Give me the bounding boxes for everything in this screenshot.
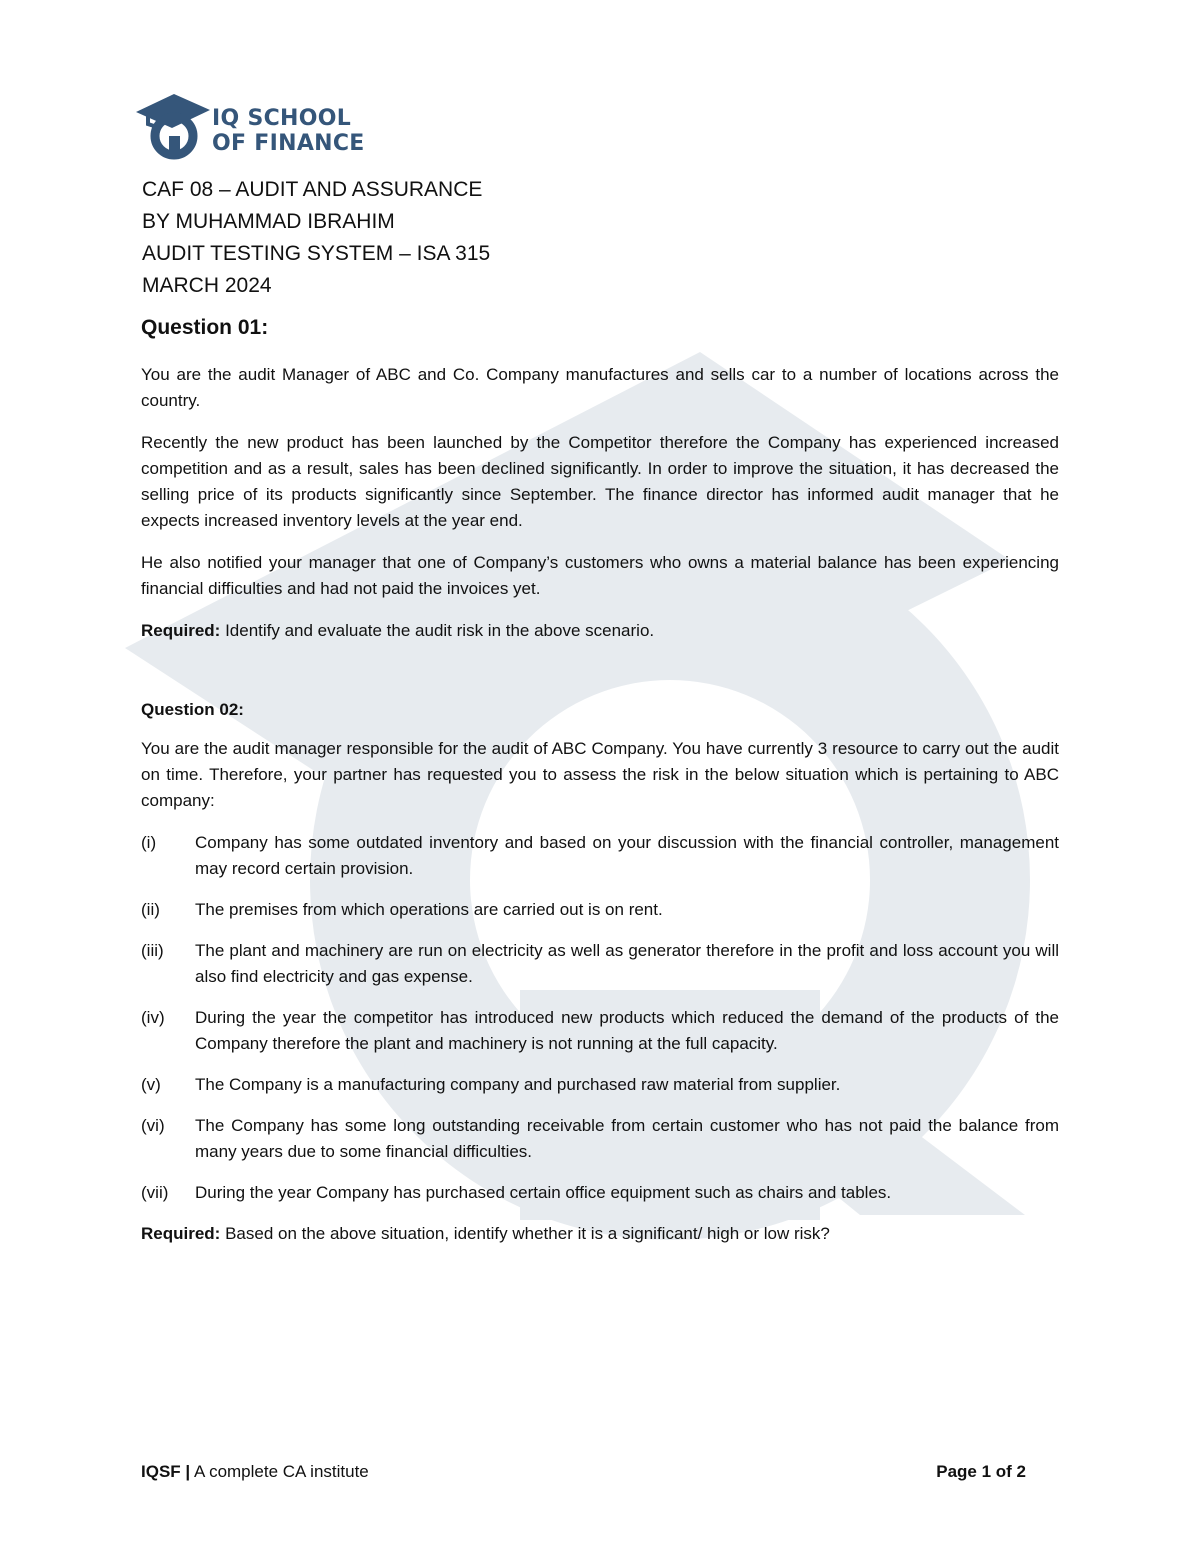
page-number: Page 1 of 2: [936, 1462, 1026, 1481]
question-2-required: [141, 1221, 1059, 1247]
required-label: Required:: [141, 1224, 221, 1243]
item-number: (i): [141, 833, 157, 852]
list-item: [141, 830, 1059, 882]
topic-line: AUDIT TESTING SYSTEM – ISA 315: [142, 242, 491, 265]
item-number: (vii): [141, 1183, 169, 1202]
item-number: (iii): [141, 941, 164, 960]
footer-brand-name: IQSF |: [141, 1462, 191, 1481]
item-number: (iv): [141, 1008, 165, 1027]
item-text: Company has some outdated inventory and based on your discussion with the financial controller, management may record certain provision.: [195, 833, 1059, 878]
question-1-required: [141, 618, 1059, 644]
item-number: (v): [141, 1075, 161, 1094]
footer-tagline: A complete CA institute: [190, 1462, 369, 1481]
item-text: The Company is a manufacturing company and purchased raw material from supplier.: [195, 1075, 841, 1094]
item-text: During the year the competitor has introduced new products which reduced the demand of the products of the Company therefore the plant and machinery is not running at the full capacity.: [195, 1008, 1059, 1053]
logo-line-2: OF FINANCE: [212, 131, 365, 156]
author-line: BY MUHAMMAD IBRAHIM: [142, 210, 395, 233]
required-text: Identify and evaluate the audit risk in the above scenario.: [220, 621, 655, 640]
date-line: MARCH 2024: [142, 274, 272, 297]
item-text: The premises from which operations are carried out is on rent.: [195, 900, 663, 919]
logo-line-1: IQ SCHOOL: [212, 106, 352, 131]
course-title: CAF 08 – AUDIT AND ASSURANCE: [142, 178, 483, 201]
item-number: (vi): [141, 1116, 165, 1135]
question-1-paragraph: You are the audit Manager of ABC and Co. Company manufactures and sells car to a number of locations across the country.: [141, 365, 1059, 410]
required-label: Required:: [141, 621, 221, 640]
list-item: [141, 938, 1059, 990]
item-text: The Company has some long outstanding receivable from certain customer who has not paid the balance from many years due to some financial difficulties.: [195, 1116, 1059, 1161]
list-item: [141, 1005, 1059, 1057]
question-2-title: Question 02:: [141, 700, 244, 719]
document-header: [142, 174, 490, 302]
question-1-paragraph: Recently the new product has been launched by the Competitor therefore the Company has experienced increased competition and as a result, sales has been declined significantly. In order to improve the situation, it has decreased the selling price of its products significantly since September. The finance director has informed audit manager that he expects increased inventory levels at the year end.: [141, 433, 1059, 530]
question-1-paragraph: He also notified your manager that one of Company’s customers who owns a material balance has been experiencing financial difficulties and had not paid the invoices yet.: [141, 553, 1059, 598]
item-text: During the year Company has purchased certain office equipment such as chairs and tables.: [195, 1183, 892, 1202]
risk-items-list: [141, 830, 1059, 1206]
school-logo: [134, 88, 384, 160]
item-number: (ii): [141, 900, 160, 919]
question-1-title: Question 01:: [141, 316, 269, 339]
footer-brand: [141, 1462, 369, 1482]
required-text: Based on the above situation, identify whether it is a significant/ high or low risk?: [220, 1224, 830, 1243]
item-text: The plant and machinery are run on electricity as well as generator therefore in the profit and loss account you will also find electricity and gas expense.: [195, 941, 1059, 986]
list-item: [141, 1072, 1059, 1098]
document-body: [141, 316, 1059, 1263]
list-item: [141, 897, 1059, 923]
list-item: [141, 1113, 1059, 1165]
graduation-cap-icon: [134, 88, 212, 160]
question-2-intro: You are the audit manager responsible for the audit of ABC Company. You have currently 3 resource to carry out the audit on time. Therefore, your partner has requested you to assess the risk in the below situation which is pertaining to ABC company:: [141, 739, 1059, 810]
list-item: [141, 1180, 1059, 1206]
